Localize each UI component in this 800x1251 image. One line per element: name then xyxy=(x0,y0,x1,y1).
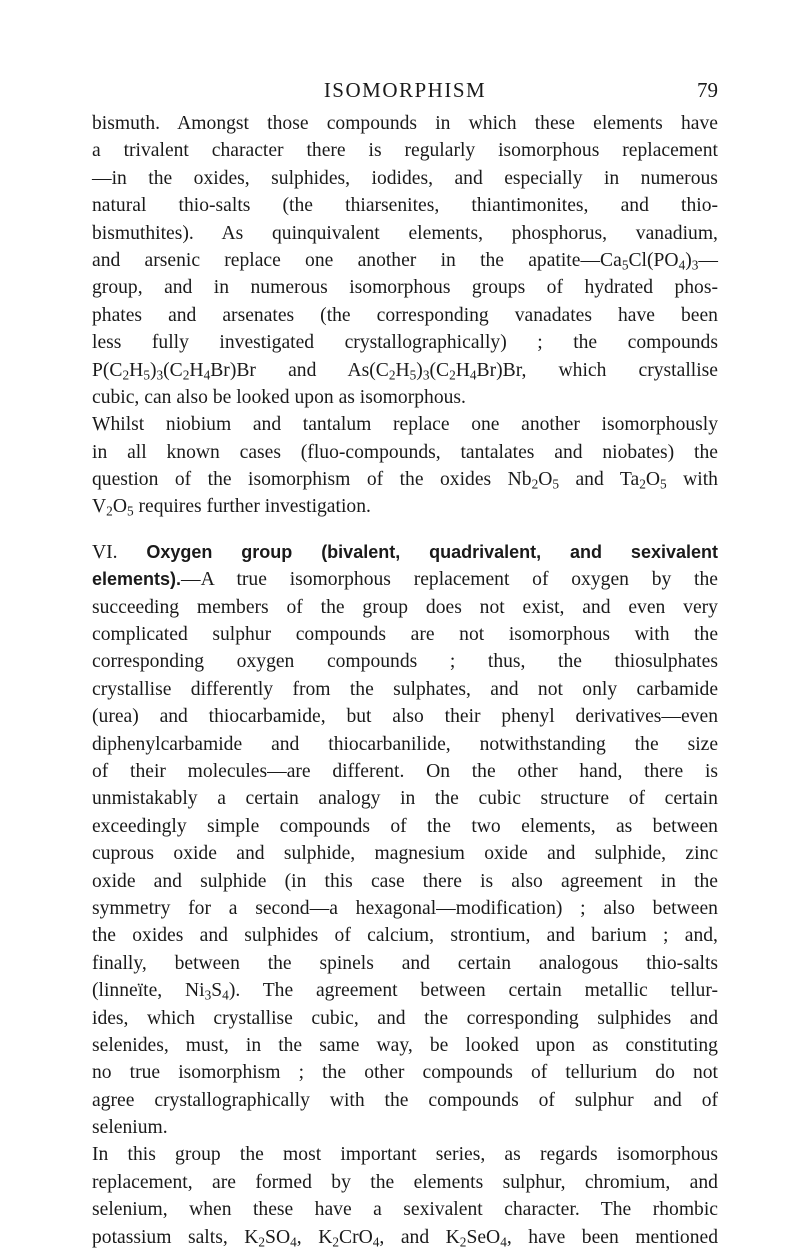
text-line: elements).—A true isomorphous replacement of oxygen by the xyxy=(92,569,718,591)
text-line: cubic, can also be looked upon as isomorphous. xyxy=(92,386,466,408)
body-text xyxy=(92,110,718,1251)
text-line: question of the isomorphism of the oxides $Nb_2O_5$ and $Ta_2O_5$ with xyxy=(92,469,718,492)
section-heading-continued: elements). xyxy=(92,569,182,590)
text-line: agree crystallographically with the compounds of sulphur and of xyxy=(92,1089,719,1111)
text-line: in all known cases (fluo-compounds, tantalates and niobates) the xyxy=(92,441,718,463)
text-line: crystallise differently from the sulphates, and not only carbamide xyxy=(92,678,719,700)
text-line: exceedingly simple compounds of the two elements, as between xyxy=(92,815,718,837)
text-line: replacement, are formed by the elements sulphur, chromium, and xyxy=(92,1171,718,1193)
text-line: succeeding members of the group does not exist, and even very xyxy=(92,596,718,618)
text-line: $P(C_2H_5)_3(C_2H_4Br)Br$ and $As(C_2H_5)_3(C_2H_4Br)Br$, which crystallise xyxy=(92,359,718,382)
section-number: VI. xyxy=(92,541,147,563)
text-line: ides, which crystallise cubic, and the corresponding sulphides and xyxy=(92,1007,719,1029)
text-line: diphenylcarbamide and thiocarbanilide, notwithstanding the size xyxy=(92,733,719,755)
text-line: oxide and sulphide (in this case there is also agreement in the xyxy=(92,870,718,892)
text-line: a trivalent character there is regularly isomorphous replacement xyxy=(92,140,718,162)
text-line: of their molecules—are different. On the other hand, there is xyxy=(92,760,719,782)
page-header xyxy=(92,78,718,108)
section-heading-line xyxy=(92,539,718,566)
text-line: Whilst niobium and tantalum replace one another isomorphously xyxy=(92,414,719,436)
paragraph-gap xyxy=(92,521,718,539)
text-line: potassium salts, $K_2SO_4$, $K_2CrO_4$, and $K_2SeO_4$, have been mentioned xyxy=(92,1226,719,1249)
text-line: (urea) and thiocarbamide, but also their phenyl derivatives—even xyxy=(92,706,719,728)
text-line: finally, between the spinels and certain analogous thio-salts xyxy=(92,952,719,974)
text-line: group, and in numerous isomorphous groups of hydrated phos- xyxy=(92,277,718,299)
text-line: selenium. xyxy=(92,1117,168,1139)
text-line: bismuthites). As quinquivalent elements, phosphorus, vanadium, xyxy=(92,222,718,244)
text-line: phates and arsenates (the corresponding vanadates have been xyxy=(92,304,718,326)
text-line: selenium, when these have a sexivalent character. The rhombic xyxy=(92,1199,718,1221)
text-line: corresponding oxygen compounds ; thus, the thiosulphates xyxy=(92,651,718,673)
page-number: 79 xyxy=(697,78,718,102)
text-line: cuprous oxide and sulphide, magnesium oxide and sulphide, zinc xyxy=(92,843,719,865)
text-line: less fully investigated crystallographically) ; the compounds xyxy=(92,332,718,354)
text-line: no true isomorphism ; the other compounds of tellurium do not xyxy=(92,1062,718,1084)
text-line: and arsenic replace one another in the $apatite—Ca_5Cl(PO_4)_3—$ xyxy=(92,249,718,273)
text-line: In this group the most important series, as regards isomorphous xyxy=(92,1144,719,1166)
section-heading: Oxygen group (bivalent, quadrivalent, and sexivalent xyxy=(146,541,718,562)
text-line: (linneïte, $Ni_3S_4$). The agreement between certain metallic tellur- xyxy=(92,980,719,1003)
text-line: selenides, must, in the same way, be looked upon as constituting xyxy=(92,1034,718,1056)
text-line: natural thio-salts (the thiarsenites, thiantimonites, and thio- xyxy=(92,195,719,217)
text-line: symmetry for a second—a hexagonal—modification) ; also between xyxy=(92,897,718,919)
text-line: —in the oxides, sulphides, iodides, and especially in numerous xyxy=(92,167,718,189)
text-line: unmistakably a certain analogy in the cubic structure of certain xyxy=(92,788,718,810)
text-line: the oxides and sulphides of calcium, strontium, and barium ; and, xyxy=(92,925,718,947)
text-line: bismuth. Amongst those compounds in which these elements have xyxy=(92,113,718,134)
text-line: $V_2O_5$ requires further investigation. xyxy=(92,496,371,519)
text-line: complicated sulphur compounds are not isomorphous with the xyxy=(92,624,719,646)
running-head: ISOMORPHISM xyxy=(323,78,487,102)
